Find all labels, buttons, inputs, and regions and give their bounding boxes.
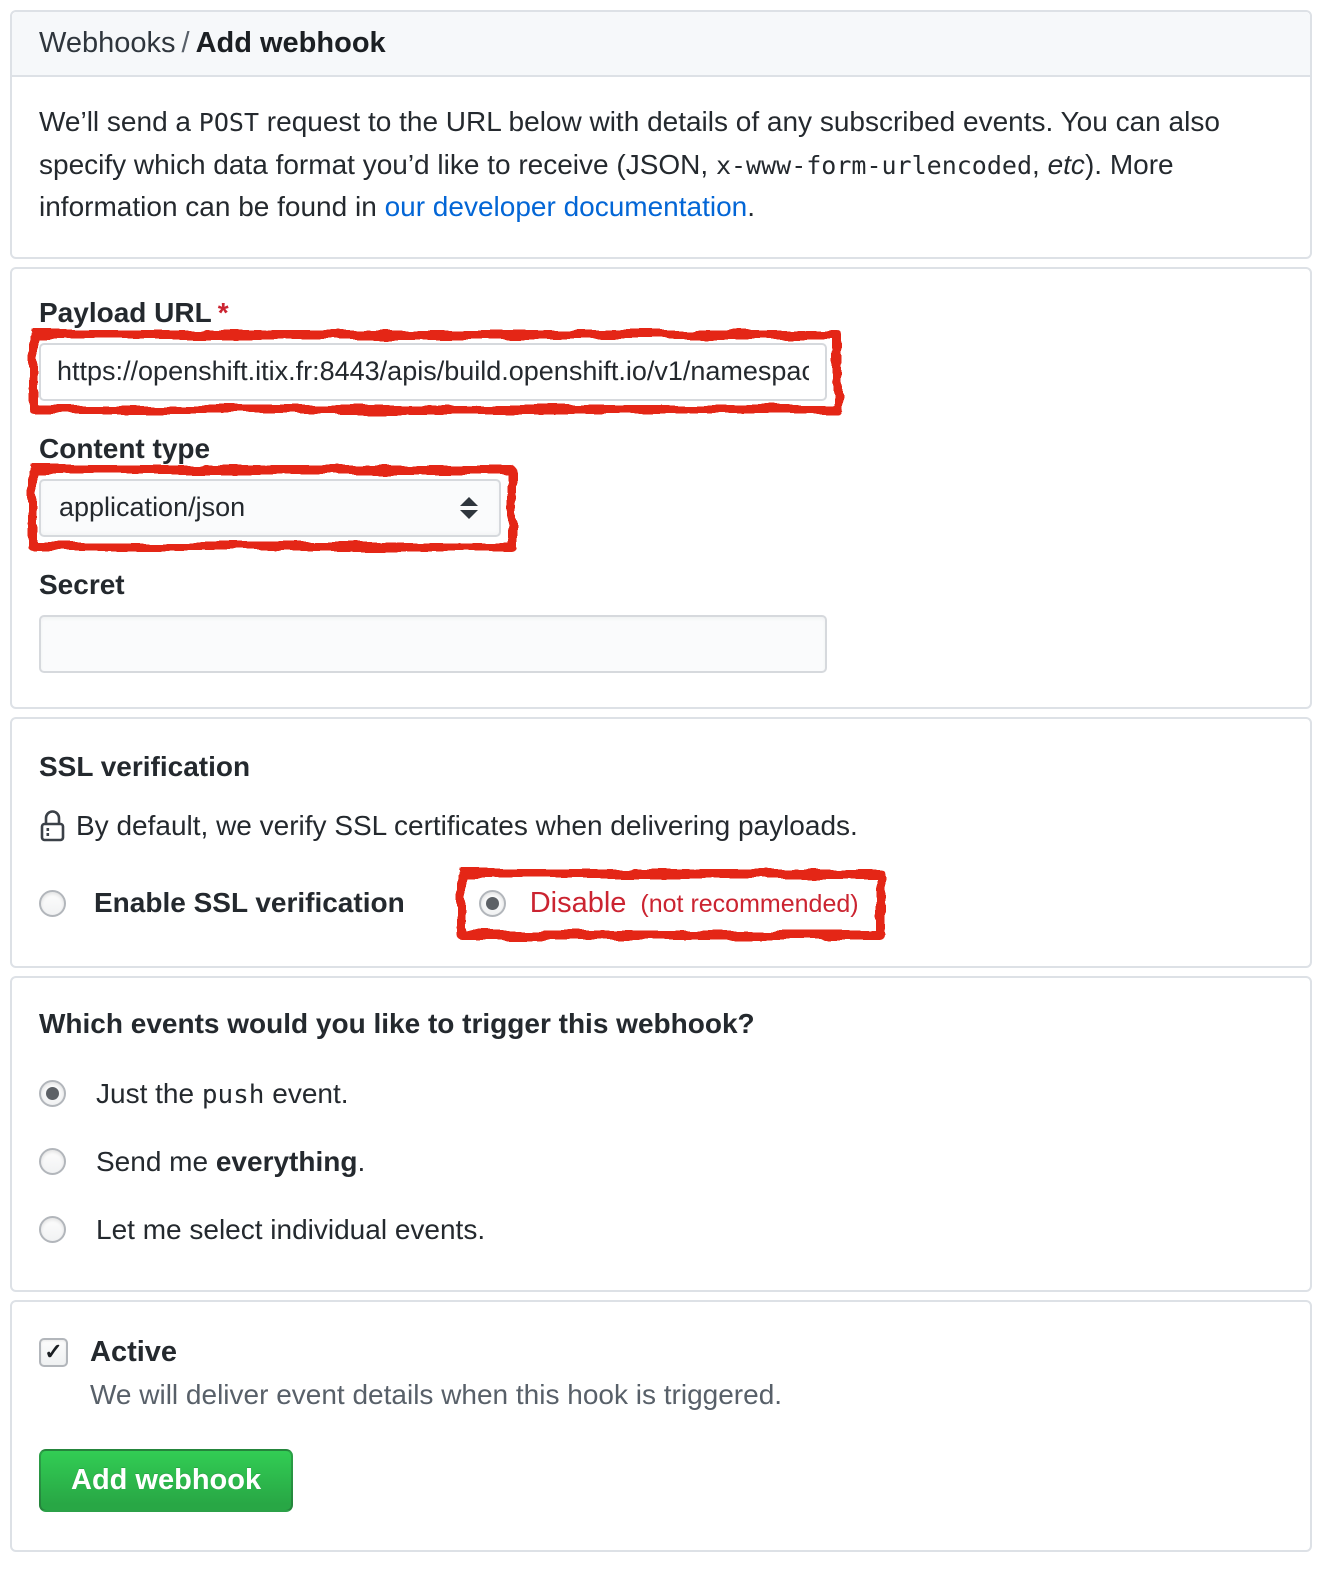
ssl-note-text: By default, we verify SSL certificates when delivering payloads. xyxy=(76,809,858,841)
content-type-select[interactable] xyxy=(39,479,501,537)
event-option-just-push[interactable] xyxy=(39,1078,1283,1110)
webhook-form-box xyxy=(10,267,1312,709)
intro-part5: . xyxy=(747,191,756,223)
active-box xyxy=(10,1300,1312,1552)
page-title: Add webhook xyxy=(195,27,386,59)
intro-part4: ). More information can be found in xyxy=(39,148,1174,223)
breadcrumb-webhooks-link[interactable]: Webhooks xyxy=(39,27,176,59)
event-option-individual[interactable] xyxy=(39,1214,1283,1246)
content-type-label: Content type xyxy=(39,432,211,464)
intro-part2: request to the URL below with details of any subscribed events. You can also specify which data format you’d like to receive (JSON, xyxy=(39,106,1220,180)
content-type-selected-value: application/json xyxy=(59,492,246,523)
active-checkbox[interactable] xyxy=(39,1338,68,1367)
disable-ssl-radio[interactable] xyxy=(479,890,506,917)
individual-events-label: Let me select individual events. xyxy=(96,1213,486,1245)
ssl-note-row xyxy=(39,809,1283,843)
add-webhook-button[interactable]: Add webhook xyxy=(39,1449,293,1512)
updown-caret-icon xyxy=(457,494,481,522)
payload-url-input[interactable] xyxy=(39,343,827,401)
breadcrumb-separator: / xyxy=(181,27,190,59)
disable-ssl-option[interactable] xyxy=(469,879,869,928)
secret-label: Secret xyxy=(39,568,125,600)
intro-etc: etc xyxy=(1047,148,1085,180)
disable-ssl-note: (not recommended) xyxy=(640,889,859,918)
ssl-verification-box xyxy=(10,717,1312,968)
event-option-everything[interactable] xyxy=(39,1146,1283,1178)
intro-urlencoded-code: x-www-form-urlencoded xyxy=(715,150,1033,180)
active-note: We will deliver event details when this hook is triggered. xyxy=(90,1378,783,1410)
events-heading: Which events would you like to trigger this webhook? xyxy=(39,1007,755,1039)
enable-ssl-radio[interactable] xyxy=(39,890,66,917)
everything-label: Send me everything. xyxy=(96,1145,366,1177)
content-type-annotated-wrap xyxy=(39,479,501,537)
active-row xyxy=(39,1336,1283,1369)
payload-url-annotated-wrap xyxy=(39,343,827,401)
push-code: push xyxy=(201,1079,265,1110)
developer-documentation-link[interactable]: our developer documentation xyxy=(384,191,748,223)
secret-input[interactable] xyxy=(39,615,827,673)
intro-post-code: POST xyxy=(198,108,260,137)
just-push-label: Just the push event. xyxy=(96,1077,349,1110)
intro-part3: , xyxy=(1032,148,1048,180)
events-box xyxy=(10,976,1312,1292)
payload-url-label: Payload URL * xyxy=(39,296,229,328)
active-label[interactable]: Active xyxy=(90,1335,178,1368)
everything-radio[interactable] xyxy=(39,1148,66,1175)
ssl-options-row xyxy=(39,879,1283,928)
required-asterisk: * xyxy=(217,296,229,328)
individual-events-radio[interactable] xyxy=(39,1216,66,1243)
breadcrumb xyxy=(12,12,1310,77)
intro-box xyxy=(10,10,1312,259)
disable-ssl-label[interactable]: Disable xyxy=(529,886,627,919)
check-icon: ✓ xyxy=(44,1339,63,1365)
ssl-verification-heading: SSL verification xyxy=(39,750,251,782)
enable-ssl-label[interactable]: Enable SSL verification xyxy=(94,887,405,919)
intro-text xyxy=(12,77,1310,257)
lock-icon xyxy=(39,809,66,843)
just-push-radio[interactable] xyxy=(39,1080,66,1107)
intro-part1: We’ll send a xyxy=(39,106,199,137)
